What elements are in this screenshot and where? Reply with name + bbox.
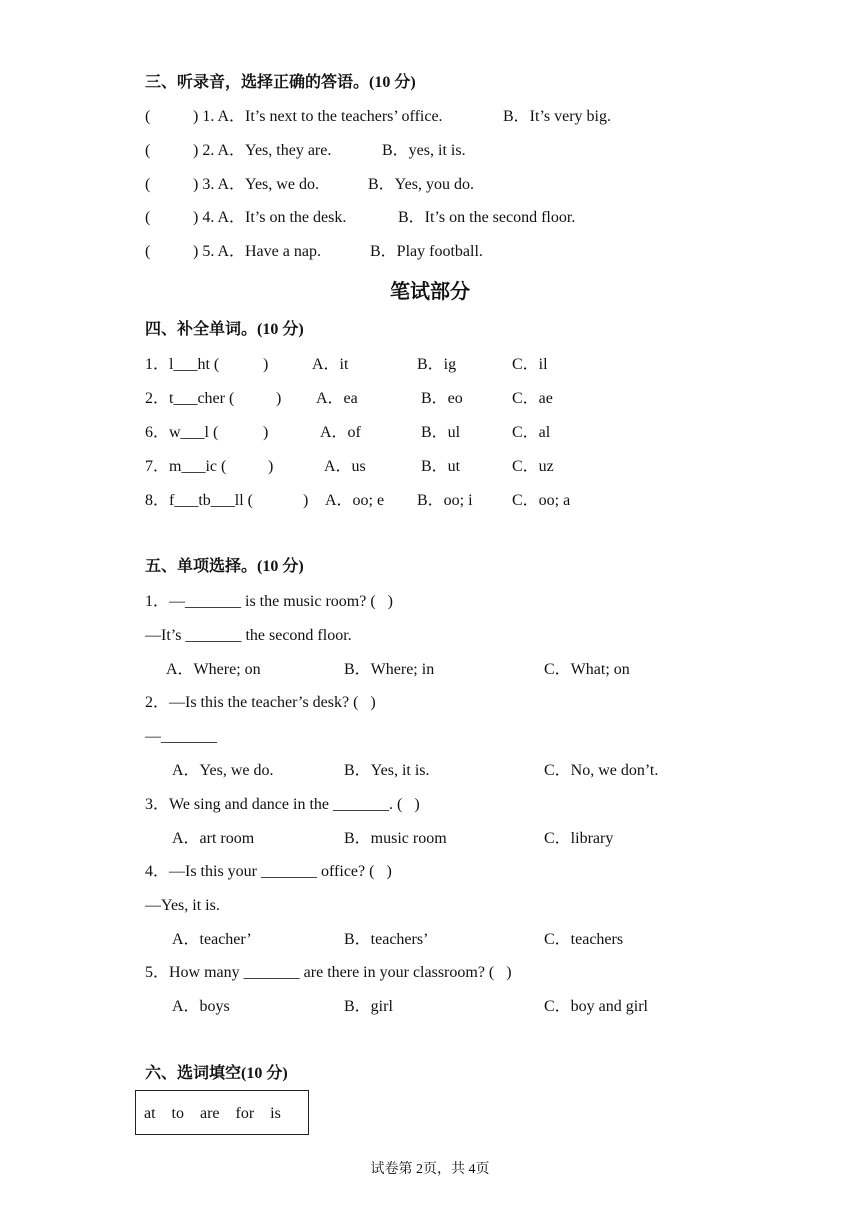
s5-q3-line1: 3．We sing and dance in the _______. ( ) [145,796,420,813]
s5-q4-c: C．teachers [544,931,624,948]
s4-q8-c: C．oo; a [512,492,571,509]
s3-q5-option-b: B．Play football. [370,243,483,260]
s4-q2-c: C．ae [512,390,553,407]
s5-q1-line1: 1．—_______ is the music room? ( ) [145,593,393,610]
s4-q1-close: ) [263,356,269,373]
s5-q1-line2: —It’s _______ the second floor. [145,627,352,644]
s5-q2-line2: —_______ [145,728,217,745]
s4-q1-c: C．il [512,356,548,373]
s4-q8-close: ) [303,492,309,509]
s4-q2-b: B．eo [421,390,463,407]
s3-q3-option-a: ) 3. A．Yes, we do. [193,176,319,193]
s5-q4-a: A．teacher’ [172,931,252,948]
word-bank-box [135,1090,309,1135]
s5-q1-c: C．What; on [544,661,630,678]
page-footer: 试卷第 2页，共 4页 [370,1162,490,1177]
s4-q2: 2．t___cher ( [145,390,235,407]
s5-q3-c: C．library [544,830,614,847]
s4-q6-b: B．ul [421,424,461,441]
s4-q2-close: ) [276,390,282,407]
s5-q1-b: B．Where; in [344,661,435,678]
s4-q7-close: ) [268,458,274,475]
s4-q2-a: A．ea [316,390,358,407]
s5-q2-c: C．No, we don’t. [544,762,659,779]
s3-q4-option-b: B．It’s on the second floor. [398,209,576,226]
s4-q7-b: B．ut [421,458,461,475]
s5-q3-b: B．music room [344,830,447,847]
section3-title: 三、听录音，选择正确的答语。(10 分) [145,74,416,91]
section6-title: 六、选词填空(10 分) [145,1065,288,1082]
s4-q6-c: C．al [512,424,551,441]
s5-q5-c: C．boy and girl [544,998,648,1015]
s3-q4-option-a: ) 4. A．It’s on the desk. [193,209,347,226]
s4-q7-c: C．uz [512,458,554,475]
section4-title: 四、补全单词。(10 分) [145,321,304,338]
s3-q3-paren: ( [145,176,151,193]
s5-q4-line1: 4．—Is this your _______ office? ( ) [145,863,392,880]
s5-q2-b: B．Yes, it is. [344,762,430,779]
s5-q1-a: A．Where; on [166,661,261,678]
s3-q5-option-a: ) 5. A．Have a nap. [193,243,321,260]
s5-q4-b: B．teachers’ [344,931,429,948]
written-part-title: 笔试部分 [390,281,470,303]
s5-q4-line2: —Yes, it is. [145,897,220,914]
s3-q1-paren: ( [145,108,151,125]
s3-q2-paren: ( [145,142,151,159]
s4-q1: 1．l___ht ( [145,356,220,373]
s4-q6-a: A．of [320,424,361,441]
s3-q3-option-b: B．Yes, you do. [368,176,474,193]
s4-q6-close: ) [263,424,269,441]
s3-q2-option-b: B．yes, it is. [382,142,466,159]
s3-q5-paren: ( [145,243,151,260]
s4-q7: 7．m___ic ( [145,458,227,475]
s5-q5-line1: 5．How many _______ are there in your classroom? ( ) [145,964,512,981]
word-bank: at to are for is [144,1105,281,1122]
s4-q8: 8．f___tb___ll ( [145,492,253,509]
s3-q2-option-a: ) 2. A．Yes, they are. [193,142,332,159]
section5-title: 五、单项选择。(10 分) [145,558,304,575]
s5-q2-a: A．Yes, we do. [172,762,274,779]
s5-q2-line1: 2．—Is this the teacher’s desk? ( ) [145,694,376,711]
s4-q8-a: A．oo; e [325,492,385,509]
s4-q6: 6．w___l ( [145,424,219,441]
s5-q5-b: B．girl [344,998,393,1015]
s4-q1-a: A．it [312,356,349,373]
s5-q3-a: A．art room [172,830,255,847]
s3-q4-paren: ( [145,209,151,226]
s4-q7-a: A．us [324,458,366,475]
s3-q1-option-b: B．It’s very big. [503,108,611,125]
s4-q1-b: B．ig [417,356,457,373]
s4-q8-b: B．oo; i [417,492,473,509]
s3-q1-option-a: ) 1. A．It’s next to the teachers’ office. [193,108,443,125]
s5-q5-a: A．boys [172,998,230,1015]
